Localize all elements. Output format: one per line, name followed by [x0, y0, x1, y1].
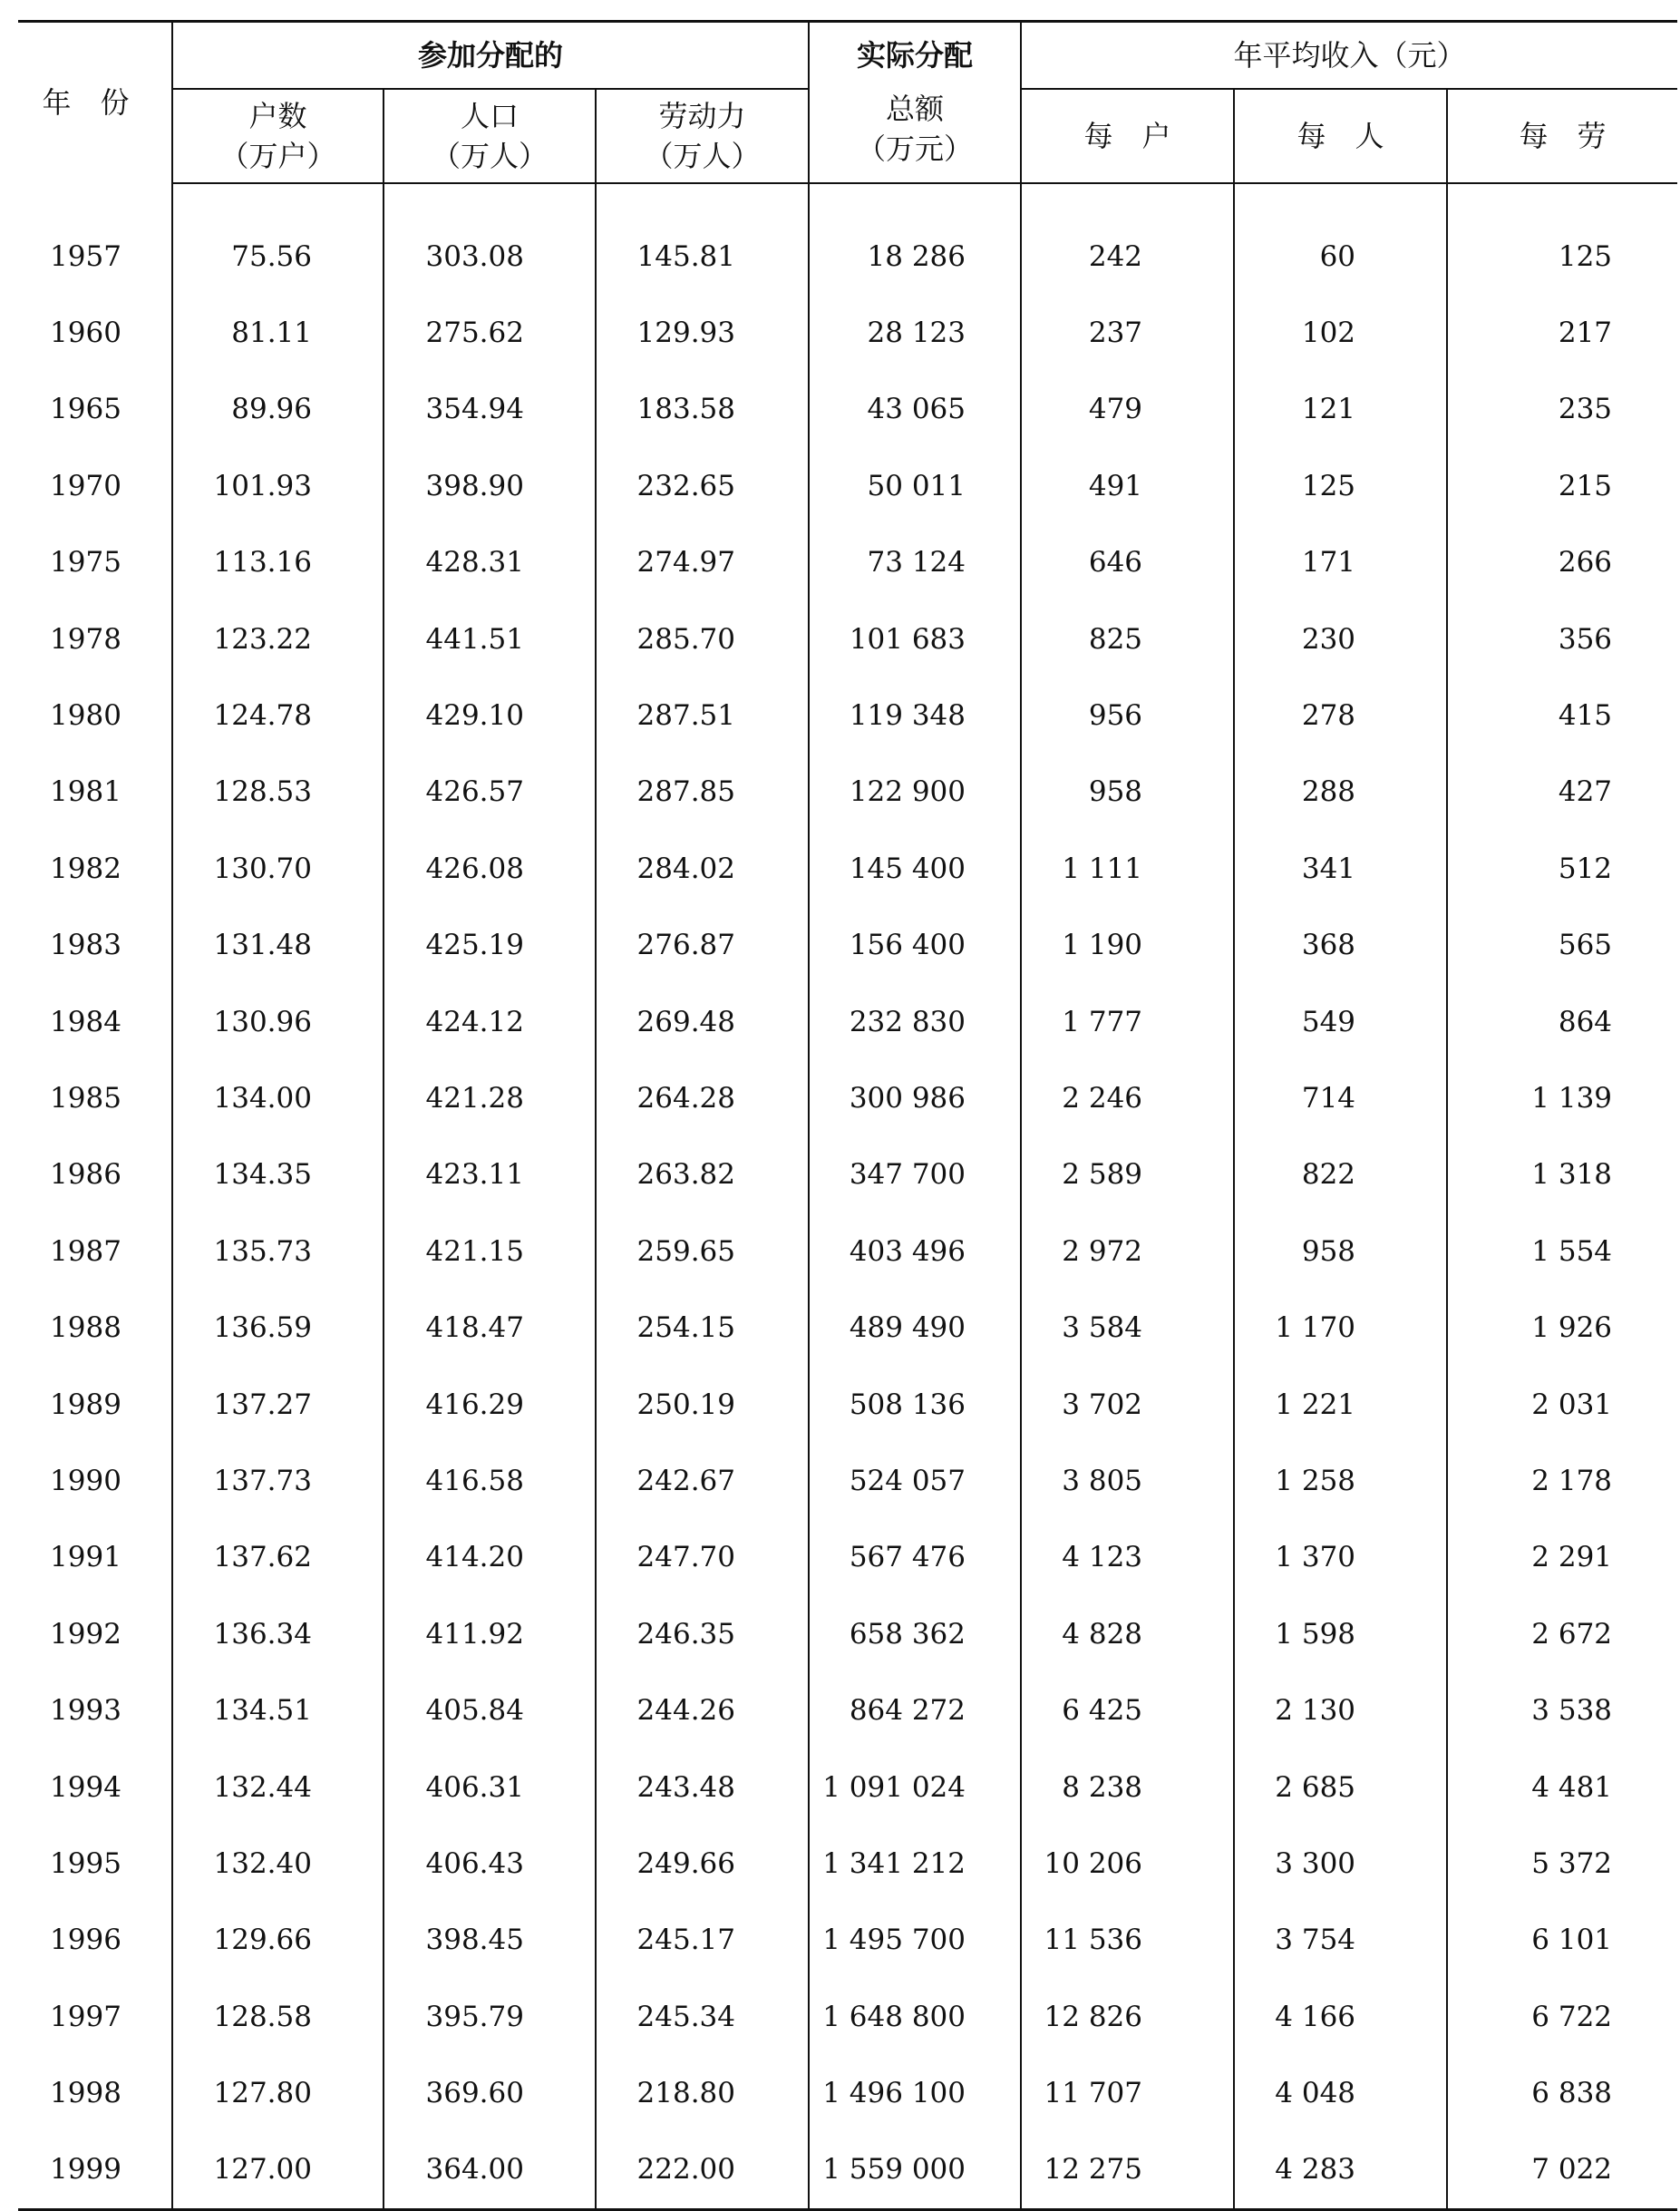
population-cell: 428.31: [384, 524, 596, 600]
population-cell: 429.10: [384, 677, 596, 754]
per-person-cell: 4 283: [1234, 2131, 1447, 2209]
households-cell: 129.66: [172, 1902, 384, 1978]
total-distribution-cell: 73 124: [809, 524, 1021, 600]
labor-cell: 183.58: [596, 371, 809, 447]
per-labor-cell: 864: [1447, 983, 1677, 1059]
income-distribution-table: [18, 20, 1677, 2211]
per-person-cell: 958: [1234, 1213, 1447, 1290]
labor-cell: 129.93: [596, 295, 809, 371]
table-row: [18, 600, 1677, 677]
per-labor-cell: 6 101: [1447, 1902, 1677, 1978]
per-person-cell: 822: [1234, 1136, 1447, 1213]
total-distribution-cell: 658 362: [809, 1596, 1021, 1672]
per-household-cell: 12 826: [1021, 1978, 1234, 2054]
per-household-cell: 1 111: [1021, 831, 1234, 907]
labor-cell: 250.19: [596, 1366, 809, 1442]
per-household-cell: 8 238: [1021, 1748, 1234, 1825]
labor-cell: 274.97: [596, 524, 809, 600]
per-labor-cell: 3 538: [1447, 1672, 1677, 1748]
labor-cell: 264.28: [596, 1060, 809, 1136]
households-cell: 136.34: [172, 1596, 384, 1672]
households-cell: 134.51: [172, 1672, 384, 1748]
population-cell: 414.20: [384, 1519, 596, 1595]
population-cell: 421.28: [384, 1060, 596, 1136]
per-labor-cell: 4 481: [1447, 1748, 1677, 1825]
labor-cell: 259.65: [596, 1213, 809, 1290]
per-household-cell: 825: [1021, 600, 1234, 677]
table-row: [18, 2055, 1677, 2131]
table-row: [18, 1060, 1677, 1136]
households-cell: 137.73: [172, 1443, 384, 1519]
year-cell: 1995: [50, 1846, 121, 1880]
per-labor-cell: 2 178: [1447, 1443, 1677, 1519]
population-cell: 441.51: [384, 600, 596, 677]
year-cell: 1960: [50, 317, 121, 350]
population-cell: 398.90: [384, 448, 596, 524]
total-distribution-cell: 50 011: [809, 448, 1021, 524]
year-cell: 1989: [50, 1388, 121, 1421]
year-cell: 1988: [50, 1311, 121, 1345]
table-row: [18, 1136, 1677, 1213]
per-person-cell: 368: [1234, 907, 1447, 983]
households-cell: 132.40: [172, 1826, 384, 1902]
per-person-cell: 60: [1234, 219, 1447, 295]
per-person-header: 每 人: [1234, 89, 1447, 183]
total-distribution-cell: 232 830: [809, 983, 1021, 1059]
per-household-cell: 1 190: [1021, 907, 1234, 983]
per-household-cell: 10 206: [1021, 1826, 1234, 1902]
population-cell: 395.79: [384, 1978, 596, 2054]
labor-cell: 287.51: [596, 677, 809, 754]
total-distribution-header: [809, 89, 1021, 183]
total-distribution-cell: 864 272: [809, 1672, 1021, 1748]
per-labor-cell: 2 291: [1447, 1519, 1677, 1595]
households-cell: 134.00: [172, 1060, 384, 1136]
per-household-cell: 491: [1021, 448, 1234, 524]
labor-cell: 232.65: [596, 448, 809, 524]
table-row: [18, 677, 1677, 754]
per-labor-header: 每 劳: [1447, 89, 1677, 183]
table-row: [18, 524, 1677, 600]
year-cell: 1991: [50, 1541, 121, 1574]
total-distribution-cell: 1 341 212: [809, 1826, 1021, 1902]
households-cell: 128.58: [172, 1978, 384, 2054]
year-cell: 1980: [50, 699, 121, 733]
labor-cell: 249.66: [596, 1826, 809, 1902]
per-labor-cell: 356: [1447, 600, 1677, 677]
statistics-table-page: [18, 20, 1677, 2211]
per-labor-cell: 1 139: [1447, 1060, 1677, 1136]
per-household-cell: 2 589: [1021, 1136, 1234, 1213]
population-cell: 426.08: [384, 831, 596, 907]
year-cell: 1999: [50, 2153, 121, 2187]
per-household-cell: 1 777: [1021, 983, 1234, 1059]
per-labor-cell: 266: [1447, 524, 1677, 600]
population-cell: 421.15: [384, 1213, 596, 1290]
labor-cell: 263.82: [596, 1136, 809, 1213]
per-household-cell: 479: [1021, 371, 1234, 447]
labor-cell: 269.48: [596, 983, 809, 1059]
table-row: [18, 1443, 1677, 1519]
per-household-cell: 3 702: [1021, 1366, 1234, 1442]
per-person-cell: 1 221: [1234, 1366, 1447, 1442]
labor-cell: 285.70: [596, 600, 809, 677]
per-labor-cell: 235: [1447, 371, 1677, 447]
table-row: [18, 448, 1677, 524]
table-row: [18, 1596, 1677, 1672]
labor-cell: 247.70: [596, 1519, 809, 1595]
year-cell: 1975: [50, 546, 121, 580]
per-person-cell: 3 754: [1234, 1902, 1447, 1978]
households-header-unit: （万户）: [219, 138, 336, 173]
per-household-cell: 11 536: [1021, 1902, 1234, 1978]
per-person-cell: 125: [1234, 448, 1447, 524]
total-distribution-cell: 524 057: [809, 1443, 1021, 1519]
population-cell: 423.11: [384, 1136, 596, 1213]
total-distribution-cell: 28 123: [809, 295, 1021, 371]
per-household-cell: 956: [1021, 677, 1234, 754]
table-row: [18, 983, 1677, 1059]
population-cell: 398.45: [384, 1902, 596, 1978]
total-distribution-cell: 1 496 100: [809, 2055, 1021, 2131]
labor-cell: 254.15: [596, 1290, 809, 1366]
labor-cell: 243.48: [596, 1748, 809, 1825]
per-labor-cell: 5 372: [1447, 1826, 1677, 1902]
population-cell: 303.08: [384, 219, 596, 295]
per-household-cell: 2 246: [1021, 1060, 1234, 1136]
population-cell: 275.62: [384, 295, 596, 371]
per-household-cell: 6 425: [1021, 1672, 1234, 1748]
population-cell: 406.43: [384, 1826, 596, 1902]
households-cell: 137.27: [172, 1366, 384, 1442]
labor-cell: 276.87: [596, 907, 809, 983]
per-person-cell: 1 258: [1234, 1443, 1447, 1519]
per-household-cell: 12 275: [1021, 2131, 1234, 2209]
population-cell: 369.60: [384, 2055, 596, 2131]
per-household-cell: 11 707: [1021, 2055, 1234, 2131]
per-person-cell: 171: [1234, 524, 1447, 600]
labor-cell: 242.67: [596, 1443, 809, 1519]
table-row: [18, 1672, 1677, 1748]
population-cell: 426.57: [384, 754, 596, 830]
year-cell: 1957: [50, 239, 121, 273]
per-labor-cell: 565: [1447, 907, 1677, 983]
per-household-cell: 958: [1021, 754, 1234, 830]
labor-cell: 145.81: [596, 219, 809, 295]
per-person-cell: 4 166: [1234, 1978, 1447, 2054]
labor-cell: 245.34: [596, 1978, 809, 2054]
table-row: [18, 831, 1677, 907]
table-header: [18, 22, 1677, 183]
per-person-cell: 3 300: [1234, 1826, 1447, 1902]
labor-header-label: 劳动力: [658, 98, 746, 133]
labor-cell: 246.35: [596, 1596, 809, 1672]
labor-cell: 245.17: [596, 1902, 809, 1978]
households-cell: 136.59: [172, 1290, 384, 1366]
table-row: [18, 1748, 1677, 1825]
total-distribution-cell: 1 091 024: [809, 1748, 1021, 1825]
per-household-cell: 4 828: [1021, 1596, 1234, 1672]
population-header-unit: （万人）: [431, 138, 548, 173]
table-row: [18, 371, 1677, 447]
labor-header: [596, 89, 809, 183]
population-cell: 364.00: [384, 2131, 596, 2209]
year-cell: 1981: [50, 775, 121, 809]
year-cell: 1984: [50, 1005, 121, 1038]
population-cell: 405.84: [384, 1672, 596, 1748]
total-distribution-cell: 508 136: [809, 1366, 1021, 1442]
per-person-cell: 1 370: [1234, 1519, 1447, 1595]
per-labor-cell: 6 722: [1447, 1978, 1677, 2054]
labor-cell: 284.02: [596, 831, 809, 907]
per-labor-cell: 217: [1447, 295, 1677, 371]
population-cell: 424.12: [384, 983, 596, 1059]
per-labor-cell: 6 838: [1447, 2055, 1677, 2131]
population-header-label: 人口: [460, 98, 519, 133]
labor-cell: 287.85: [596, 754, 809, 830]
per-labor-cell: 7 022: [1447, 2131, 1677, 2209]
table-row: [18, 1978, 1677, 2054]
per-person-cell: 2 685: [1234, 1748, 1447, 1825]
per-labor-cell: 512: [1447, 831, 1677, 907]
households-cell: 89.96: [172, 371, 384, 447]
per-person-cell: 341: [1234, 831, 1447, 907]
per-person-cell: 714: [1234, 1060, 1447, 1136]
per-labor-cell: 1 926: [1447, 1290, 1677, 1366]
total-distribution-cell: 1 559 000: [809, 2131, 1021, 2209]
per-labor-cell: 1 554: [1447, 1213, 1677, 1290]
households-cell: 130.96: [172, 983, 384, 1059]
table-row: [18, 1826, 1677, 1902]
year-cell: 1990: [50, 1464, 121, 1497]
per-household-cell: 237: [1021, 295, 1234, 371]
total-distribution-cell: 300 986: [809, 1060, 1021, 1136]
year-cell: 1970: [50, 469, 121, 502]
per-household-header: 每 户: [1021, 89, 1234, 183]
per-person-cell: 102: [1234, 295, 1447, 371]
labor-cell: 218.80: [596, 2055, 809, 2131]
year-cell: 1982: [50, 852, 121, 885]
per-household-cell: 4 123: [1021, 1519, 1234, 1595]
total-distribution-cell: 403 496: [809, 1213, 1021, 1290]
per-labor-cell: 2 672: [1447, 1596, 1677, 1672]
labor-header-unit: （万人）: [644, 138, 761, 173]
year-cell: 1996: [50, 1924, 121, 1957]
households-cell: 137.62: [172, 1519, 384, 1595]
table-row: [18, 219, 1677, 295]
year-cell: 1994: [50, 1770, 121, 1804]
year-cell: 1986: [50, 1158, 121, 1192]
households-header-label: 户数: [248, 98, 307, 133]
population-cell: 406.31: [384, 1748, 596, 1825]
total-distribution-cell: 101 683: [809, 600, 1021, 677]
per-labor-cell: 215: [1447, 448, 1677, 524]
total-distribution-header-line1: 实际分配: [809, 22, 1021, 89]
per-person-cell: 1 598: [1234, 1596, 1447, 1672]
year-cell: 1998: [50, 2077, 121, 2110]
total-distribution-cell: 347 700: [809, 1136, 1021, 1213]
population-header: [384, 89, 596, 183]
population-cell: 411.92: [384, 1596, 596, 1672]
total-distribution-header-unit: （万元）: [857, 131, 974, 166]
year-cell: 1997: [50, 2000, 121, 2033]
population-cell: 425.19: [384, 907, 596, 983]
year-header: 年 份: [42, 85, 130, 121]
table-row: [18, 754, 1677, 830]
households-cell: 113.16: [172, 524, 384, 600]
table-row: [18, 1519, 1677, 1595]
per-household-cell: 3 584: [1021, 1290, 1234, 1366]
households-cell: 127.80: [172, 2055, 384, 2131]
total-distribution-cell: 156 400: [809, 907, 1021, 983]
year-cell: 1985: [50, 1081, 121, 1115]
households-cell: 124.78: [172, 677, 384, 754]
per-labor-cell: 415: [1447, 677, 1677, 754]
per-household-cell: 242: [1021, 219, 1234, 295]
total-distribution-cell: 567 476: [809, 1519, 1021, 1595]
total-distribution-header-line2: 总额: [886, 91, 945, 126]
per-person-cell: 230: [1234, 600, 1447, 677]
total-distribution-cell: 119 348: [809, 677, 1021, 754]
participating-group-header: 参加分配的: [172, 22, 809, 89]
per-person-cell: 278: [1234, 677, 1447, 754]
per-person-cell: 2 130: [1234, 1672, 1447, 1748]
year-cell: 1965: [50, 393, 121, 426]
population-cell: 354.94: [384, 371, 596, 447]
households-cell: 128.53: [172, 754, 384, 830]
households-cell: 101.93: [172, 448, 384, 524]
households-cell: 134.35: [172, 1136, 384, 1213]
year-cell: 1992: [50, 1617, 121, 1651]
table-row: [18, 1213, 1677, 1290]
year-cell: 1993: [50, 1694, 121, 1728]
total-distribution-cell: 1 495 700: [809, 1902, 1021, 1978]
spacer-row: [18, 183, 1677, 219]
year-cell: 1987: [50, 1234, 121, 1268]
table-row: [18, 1290, 1677, 1366]
per-person-cell: 1 170: [1234, 1290, 1447, 1366]
labor-cell: 244.26: [596, 1672, 809, 1748]
year-cell: 1983: [50, 929, 121, 962]
households-cell: 132.44: [172, 1748, 384, 1825]
per-labor-cell: 427: [1447, 754, 1677, 830]
population-cell: 416.29: [384, 1366, 596, 1442]
households-cell: 130.70: [172, 831, 384, 907]
households-cell: 135.73: [172, 1213, 384, 1290]
per-labor-cell: 125: [1447, 219, 1677, 295]
total-distribution-cell: 122 900: [809, 754, 1021, 830]
total-distribution-cell: 145 400: [809, 831, 1021, 907]
total-distribution-cell: 1 648 800: [809, 1978, 1021, 2054]
per-person-cell: 4 048: [1234, 2055, 1447, 2131]
households-cell: 127.00: [172, 2131, 384, 2209]
per-person-cell: 288: [1234, 754, 1447, 830]
per-person-cell: 121: [1234, 371, 1447, 447]
year-cell: 1978: [50, 622, 121, 656]
population-cell: 418.47: [384, 1290, 596, 1366]
table-row: [18, 295, 1677, 371]
households-cell: 123.22: [172, 600, 384, 677]
table-row: [18, 2131, 1677, 2209]
households-cell: 131.48: [172, 907, 384, 983]
total-distribution-cell: 489 490: [809, 1290, 1021, 1366]
per-labor-cell: 1 318: [1447, 1136, 1677, 1213]
table-body: [18, 183, 1677, 2210]
households-header: [172, 89, 384, 183]
per-household-cell: 646: [1021, 524, 1234, 600]
total-distribution-cell: 18 286: [809, 219, 1021, 295]
per-household-cell: 3 805: [1021, 1443, 1234, 1519]
per-labor-cell: 2 031: [1447, 1366, 1677, 1442]
households-cell: 75.56: [172, 219, 384, 295]
households-cell: 81.11: [172, 295, 384, 371]
table-row: [18, 1366, 1677, 1442]
income-group-header: 年平均收入（元）: [1021, 22, 1677, 89]
total-distribution-cell: 43 065: [809, 371, 1021, 447]
table-row: [18, 1902, 1677, 1978]
per-person-cell: 549: [1234, 983, 1447, 1059]
population-cell: 416.58: [384, 1443, 596, 1519]
per-household-cell: 2 972: [1021, 1213, 1234, 1290]
table-row: [18, 907, 1677, 983]
labor-cell: 222.00: [596, 2131, 809, 2209]
